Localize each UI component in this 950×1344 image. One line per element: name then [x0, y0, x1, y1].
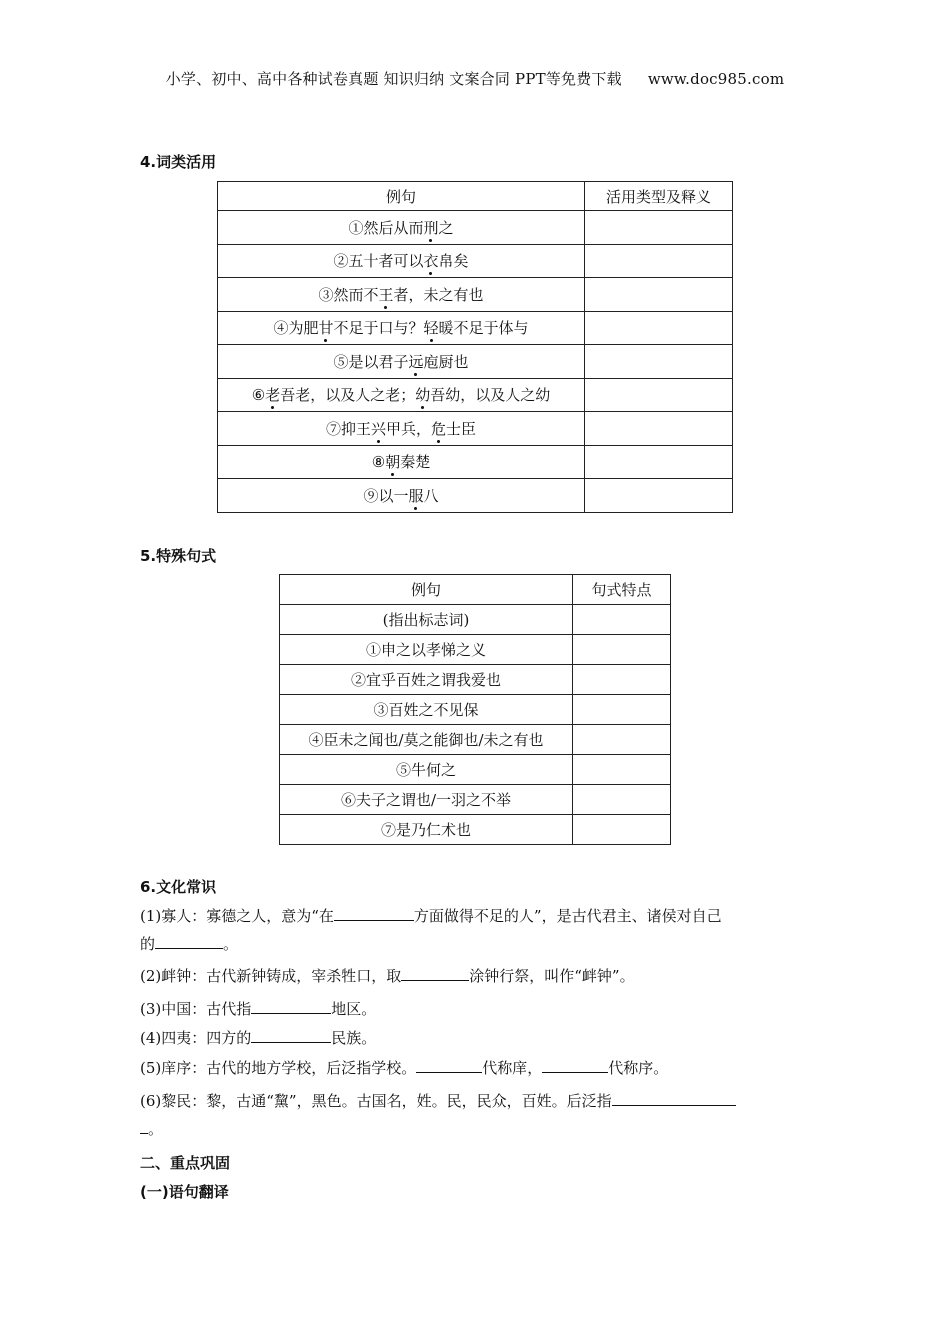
answer-cell[interactable]: [585, 311, 733, 345]
fill-blank[interactable]: [612, 1090, 736, 1106]
answer-cell[interactable]: [585, 244, 733, 278]
table-row: [280, 725, 671, 755]
part-2-subtitle: (一)语句翻译: [140, 1183, 229, 1201]
culture-item-4: (4)四夷：四方的 民族。: [140, 1029, 377, 1047]
header-site: www.doc985.com: [647, 70, 785, 88]
answer-cell[interactable]: [573, 635, 671, 665]
emphasis-char: 远: [408, 352, 424, 371]
example-sentence: ②宜乎百姓之谓我爱也: [280, 665, 573, 695]
emphasis-char: 兴: [370, 419, 386, 438]
fill-blank[interactable]: [401, 965, 469, 981]
example-sentence: ⑦抑王兴甲兵，危士臣: [218, 412, 585, 446]
answer-cell[interactable]: [573, 815, 671, 845]
fill-blank[interactable]: [416, 1057, 482, 1073]
answer-cell[interactable]: [573, 725, 671, 755]
part-2-title: 二、重点巩固: [140, 1154, 231, 1172]
answer-cell[interactable]: [585, 412, 733, 446]
table-row: [218, 378, 733, 412]
answer-cell[interactable]: [585, 211, 733, 245]
table-header-row: [218, 182, 733, 211]
answer-cell[interactable]: [585, 345, 733, 379]
fill-blank[interactable]: [251, 1027, 331, 1043]
example-sentence: ⑦是乃仁术也: [280, 815, 573, 845]
table-row: [280, 755, 671, 785]
emphasis-char: 服: [408, 486, 424, 505]
example-sentence: ⑤是以君子远庖厨也: [218, 345, 585, 379]
table-row: [218, 412, 733, 446]
emphasis-char: 王: [378, 285, 394, 304]
example-sentence: ③然而不王者，未之有也: [218, 278, 585, 312]
table-row: [218, 445, 733, 479]
answer-cell[interactable]: [585, 278, 733, 312]
emphasis-char: 危: [431, 419, 447, 438]
example-sentence: ⑧朝秦楚: [218, 445, 585, 479]
emphasis-char: 幼: [415, 386, 431, 405]
culture-item-1: (1)寡人：寡德之人，意为“在 方面做得不足的人”，是古代君主、诸侯对自己 的 。: [140, 907, 722, 953]
sentence-pattern-table: [279, 574, 671, 845]
culture-item-2: (2)衅钟：古代新钟铸成，宰杀牲口，取 涂钟行祭，叫作“衅钟”。: [140, 967, 635, 985]
emphasis-char: 甘: [318, 319, 334, 338]
table-row: [280, 695, 671, 725]
answer-cell[interactable]: [573, 665, 671, 695]
example-sentence: ②五十者可以衣帛矣: [218, 244, 585, 278]
answer-cell[interactable]: [585, 479, 733, 513]
example-sentence: ④臣未之闻也/莫之能御也/未之有也: [280, 725, 573, 755]
table-row: [218, 211, 733, 245]
example-sentence: ①申之以孝悌之义: [280, 635, 573, 665]
example-sentence: (指出标志词): [280, 605, 573, 635]
fill-blank[interactable]: [155, 933, 223, 949]
example-sentence: ⑤牛何之: [280, 755, 573, 785]
example-sentence: ⑨以一服八: [218, 479, 585, 513]
emphasis-char: 朝: [385, 453, 401, 472]
table-row: [280, 635, 671, 665]
column-header-pattern: 句式特点: [573, 575, 671, 605]
column-header-usage: 活用类型及释义: [585, 182, 733, 211]
section-6-title: 6.文化常识: [140, 878, 217, 896]
example-sentence: ④为肥甘不足于口与？轻暖不足于体与: [218, 311, 585, 345]
culture-item-5: (5)庠序：古代的地方学校，后泛指学校。 代称庠， 代称序。: [140, 1059, 669, 1077]
table-row: [280, 815, 671, 845]
table-row: [218, 311, 733, 345]
answer-cell[interactable]: [573, 785, 671, 815]
culture-item-6: (6)黎民：黎，古通“黧”，黑色。古国名，姓。民，民众，百姓。后泛指 。: [140, 1087, 812, 1143]
table-row: [218, 278, 733, 312]
fill-blank[interactable]: [334, 905, 414, 921]
example-sentence: ⑥夫子之谓也/一羽之不举: [280, 785, 573, 815]
example-sentence: ①然后从而刑之: [218, 211, 585, 245]
page-header: [0, 68, 950, 89]
emphasis-char: 老: [265, 386, 281, 405]
column-header-example: 例句: [218, 182, 585, 211]
section-4-title: 4.词类活用: [140, 153, 217, 171]
answer-cell[interactable]: [573, 755, 671, 785]
table-row: [218, 345, 733, 379]
answer-cell[interactable]: [573, 695, 671, 725]
table-row: [280, 605, 671, 635]
answer-cell[interactable]: [573, 605, 671, 635]
emphasis-char: 轻: [423, 319, 439, 338]
table-row: [280, 785, 671, 815]
example-sentence: ⑥老吾老，以及人之老；幼吾幼，以及人之幼: [218, 378, 585, 412]
culture-item-3: (3)中国：古代指 地区。: [140, 1000, 377, 1018]
emphasis-char: 刑: [423, 218, 439, 237]
fill-blank[interactable]: [251, 998, 331, 1014]
section-5-title: 5.特殊句式: [140, 547, 217, 565]
emphasis-char: 衣: [423, 252, 439, 271]
answer-cell[interactable]: [585, 445, 733, 479]
table-row: [280, 665, 671, 695]
column-header-example: 例句: [280, 575, 573, 605]
fill-blank[interactable]: [542, 1057, 608, 1073]
example-sentence: ③百姓之不见保: [280, 695, 573, 725]
table-row: [218, 244, 733, 278]
word-usage-table: [217, 181, 733, 513]
table-header-row: [280, 575, 671, 605]
fill-blank[interactable]: [140, 1118, 148, 1134]
header-text: 小学、初中、高中各种试卷真题 知识归纳 文案合同 PPT等免费下载: [165, 70, 622, 88]
table-row: [218, 479, 733, 513]
answer-cell[interactable]: [585, 378, 733, 412]
